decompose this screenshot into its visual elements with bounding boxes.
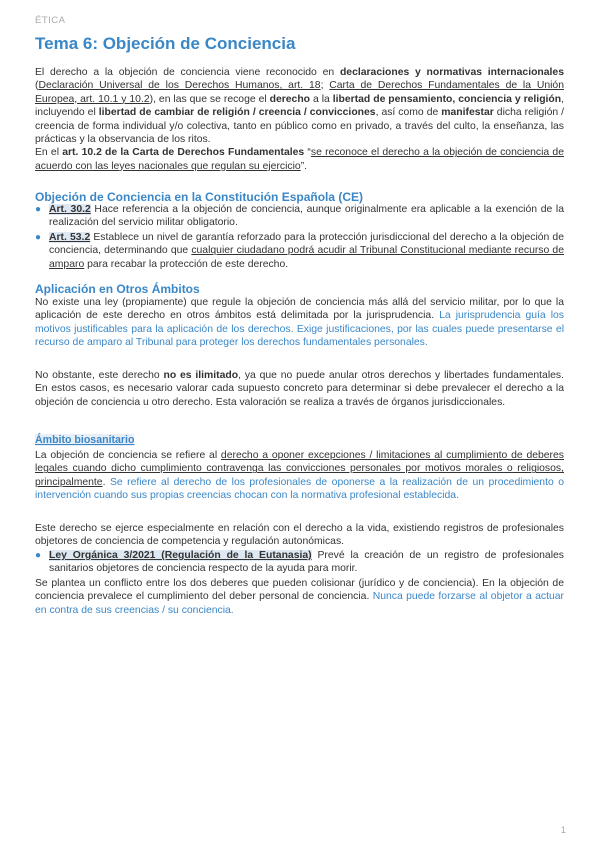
bio-paragraph-2: Este derecho se ejerce especialmente en relación con el derecho a la vida, existiendo registros de profesionales objetores de conciencia de competencia y regulación autonómicas.	[35, 523, 564, 548]
heading-biosanitario: Ámbito biosanitario	[35, 434, 135, 446]
bio-paragraph-1: La objeción de conciencia se refiere al derecho a oponer excepciones / limitaciones al cumplimiento de deberes legales cuando dicho cumplimiento contravenga las convicciones personales por motivos morales o religiosos, principalmente. Se refiere al derecho de los profesionales de oponerse a la realización de un procedimiento o intervención cuando sus propias creencias chocan con la normativa profesional establecida.	[35, 450, 564, 502]
ref-udhr: Declaración Universal de los Derechos Humanos, art. 18	[38, 80, 321, 92]
section-label: ÉTICA	[35, 15, 66, 26]
heading-ce: Objeción de Conciencia en la Constitución Española (CE)	[35, 190, 364, 204]
list-item-ley-eutanasia: ● Ley Orgánica 3/2021 (Regulación de la Eutanasia) Prevé la creación de un registro de profesionales sanitarios objetores de conciencia respecto de la ayuda para morir.	[35, 550, 564, 575]
list-item-art-30-2: ● Art. 30.2 Hace referencia a la objeción de conciencia, aunque originalmente era aplicable a la exención de la realización del servicio militar obligatorio.	[35, 204, 564, 229]
bullet-icon: ●	[35, 204, 42, 215]
bullet-icon: ●	[35, 232, 42, 243]
page-title: Tema 6: Objeción de Conciencia	[35, 34, 296, 53]
ref-eu-charter: Carta de Derechos Fundamentales de la Unión Europea, art. 10.1 y 10.2	[35, 80, 564, 105]
intro-paragraph: El derecho a la objeción de conciencia viene reconocido en declaraciones y normativas internacionales (Declaración Universal de los Derechos Humanos, art. 18; Carta de Derechos Fundamentales de la Unión Europea, art. 10.1 y 10.2), en las que se recoge el derecho a la libertad de pensamiento, conciencia y religión, incluyendo el libertad de cambiar de religión / creencia / convicciones, así como de manifestar dicha religión / creencia de forma individual y/o colectiva, tanto en público como en privado, a través del culto, la enseñanza, las prácticas y la observancia de los ritos. En el art. 10.2 de la Carta de Derechos Fundamentales “se reconoce el derecho a la objeción de conciencia de acuerdo con las leyes nacionales que regulan su ejercicio”.	[35, 67, 565, 172]
list-item-art-53-2: ● Art. 53.2 Establece un nivel de garantía reforzado para la protección jurisdiccional del derecho a la objeción de conciencia, determinando que cualquier ciudadano podrá acudir al Tribunal Constitucional mediante recurso de amparo para recabar la protección de este derecho.	[35, 232, 564, 270]
heading-otros-ambitos: Aplicación en Otros Ámbitos	[35, 282, 200, 296]
page-number: 1	[560, 825, 566, 836]
bio-paragraph-3: Se plantea un conflicto entre los dos deberes que pueden colisionar (jurídico y de conciencia). En la objeción de conciencia prevalece el cumplimiento del deber personal de conciencia. Nunca puede forzarse al objetor a actuar en contra de sus creencias / su conciencia.	[35, 578, 564, 616]
otros-paragraph-1: No existe una ley (propiamente) que regule la objeción de conciencia más allá del servicio militar, por lo que la aplicación de este derecho en otros ámbitos está delimitada por la jurisprudencia. La jurisprudencia guía los motivos justificables para la aplicación de los derechos. Exige justificaciones, por las cuales puede presentarse el recurso de amparo al Tribunal para proteger los derechos fundamentales personales.	[35, 297, 564, 349]
bullet-icon: ●	[35, 550, 42, 561]
otros-paragraph-2: No obstante, este derecho no es ilimitado, ya que no puede anular otros derechos y libertades fundamentales. En estos casos, es necesario valorar cada supuesto concreto para determinar si debe prevalecer el derecho a la objeción de conciencia u otro derecho. Esta valoración se realiza a través de órganos jurisdiccionales.	[35, 370, 564, 408]
